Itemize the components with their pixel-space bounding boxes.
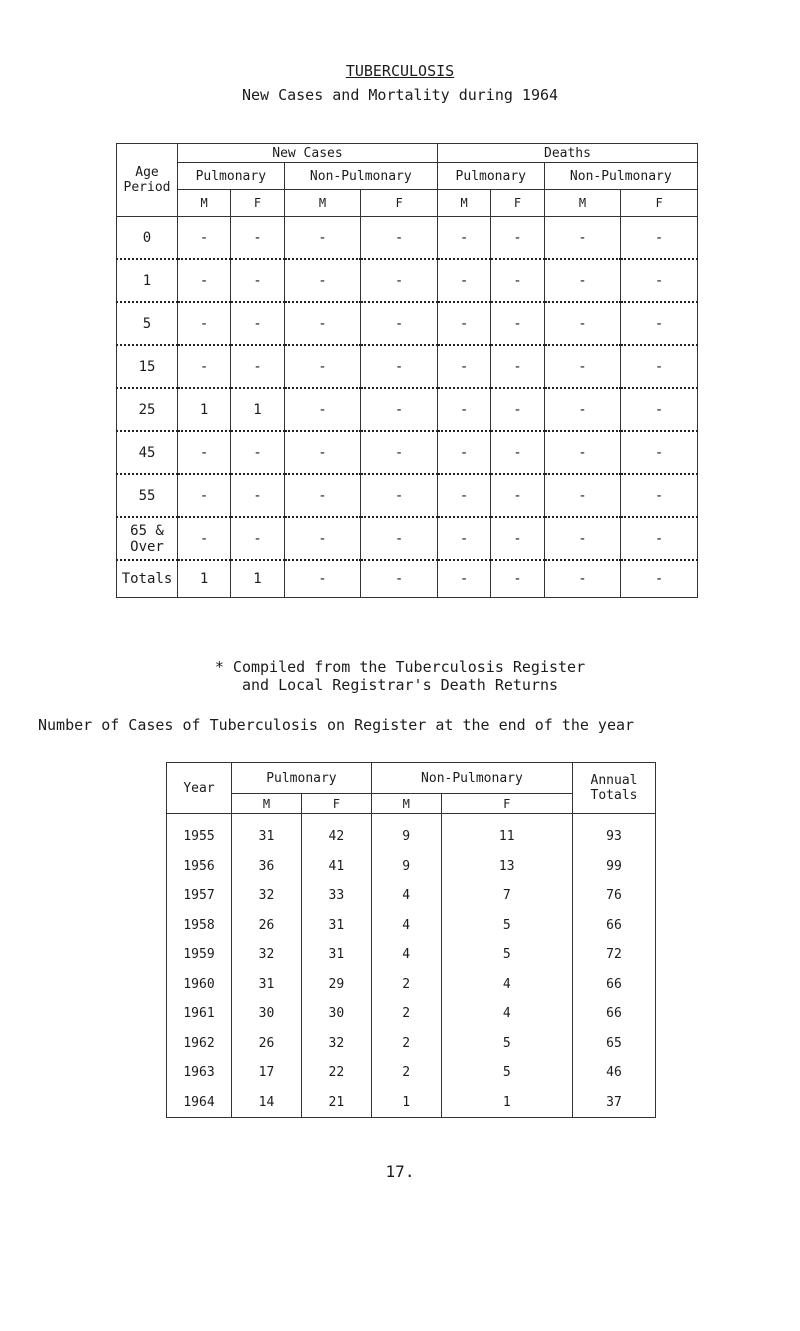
value-cell: - <box>544 302 621 345</box>
value-cell: - <box>491 388 544 431</box>
value-cell: 5 <box>441 911 572 941</box>
value-cell: - <box>178 259 231 302</box>
value-cell: 99 <box>573 852 656 882</box>
value-cell: - <box>437 345 490 388</box>
value-cell: 26 <box>232 1029 302 1059</box>
value-cell: - <box>178 345 231 388</box>
value-cell: - <box>621 474 698 517</box>
table-row <box>167 1029 656 1059</box>
value-cell: - <box>621 517 698 560</box>
value-cell: - <box>437 388 490 431</box>
value-cell: 32 <box>232 940 302 970</box>
value-cell: 1 <box>178 388 231 431</box>
value-cell: - <box>491 431 544 474</box>
value-cell: - <box>284 474 361 517</box>
value-cell: 9 <box>371 852 441 882</box>
table-row <box>167 999 656 1029</box>
value-cell: 36 <box>232 852 302 882</box>
register-non-pulmonary-header: Non-Pulmonary <box>371 763 572 794</box>
value-cell: - <box>284 388 361 431</box>
year-cell: 1959 <box>167 940 232 970</box>
value-cell: 5 <box>441 1029 572 1059</box>
value-cell: - <box>231 517 284 560</box>
value-cell: 14 <box>232 1088 302 1118</box>
total-cell: 1 <box>231 560 284 598</box>
value-cell: 9 <box>371 814 441 852</box>
value-cell: - <box>231 431 284 474</box>
value-cell: - <box>284 431 361 474</box>
value-cell: 4 <box>371 940 441 970</box>
value-cell: - <box>178 474 231 517</box>
total-cell: - <box>284 560 361 598</box>
total-cell: - <box>437 560 490 598</box>
value-cell: - <box>544 345 621 388</box>
age-period-cell: 1 <box>117 259 178 302</box>
value-cell: - <box>437 431 490 474</box>
value-cell: 7 <box>441 881 572 911</box>
footnote-line-1: * Compiled from the Tuberculosis Register <box>214 658 586 676</box>
value-cell: - <box>361 259 438 302</box>
value-cell: - <box>544 388 621 431</box>
value-cell: 31 <box>301 940 371 970</box>
sex-m-header: M <box>232 794 302 814</box>
value-cell: - <box>621 302 698 345</box>
value-cell: 2 <box>371 1058 441 1088</box>
year-cell: 1958 <box>167 911 232 941</box>
total-cell: 1 <box>178 560 231 598</box>
new-cases-mortality-table <box>116 143 698 598</box>
register-section-heading: Number of Cases of Tuberculosis on Register at the end of the year <box>38 716 635 734</box>
table-row <box>167 1088 656 1118</box>
value-cell: - <box>621 388 698 431</box>
value-cell: 1 <box>371 1088 441 1118</box>
value-cell: 4 <box>371 881 441 911</box>
page-title: TUBERCULOSIS <box>345 62 455 80</box>
value-cell: 2 <box>371 1029 441 1059</box>
total-cell: - <box>544 560 621 598</box>
value-cell: 65 <box>573 1029 656 1059</box>
age-period-cell: 55 <box>117 474 178 517</box>
age-period-cell: 25 <box>117 388 178 431</box>
value-cell: - <box>491 345 544 388</box>
value-cell: - <box>544 517 621 560</box>
table-row <box>117 259 698 302</box>
value-cell: 1 <box>231 388 284 431</box>
value-cell: - <box>361 217 438 260</box>
age-period-cell: 65 & Over <box>117 517 178 560</box>
year-cell: 1964 <box>167 1088 232 1118</box>
value-cell: - <box>361 474 438 517</box>
age-period-cell: 45 <box>117 431 178 474</box>
year-cell: 1955 <box>167 814 232 852</box>
value-cell: - <box>544 431 621 474</box>
value-cell: - <box>231 217 284 260</box>
value-cell: 66 <box>573 999 656 1029</box>
table-row <box>117 474 698 517</box>
value-cell: 22 <box>301 1058 371 1088</box>
value-cell: 42 <box>301 814 371 852</box>
register-pulmonary-header: Pulmonary <box>232 763 372 794</box>
value-cell: 26 <box>232 911 302 941</box>
age-period-header: Age Period <box>117 144 178 217</box>
age-period-cell: 0 <box>117 217 178 260</box>
sex-m-header: M <box>178 190 231 217</box>
value-cell: - <box>284 217 361 260</box>
year-cell: 1956 <box>167 852 232 882</box>
new-cases-header: New Cases <box>178 144 438 163</box>
value-cell: - <box>437 217 490 260</box>
value-cell: - <box>231 302 284 345</box>
value-cell: - <box>361 302 438 345</box>
table-row <box>117 302 698 345</box>
value-cell: 2 <box>371 970 441 1000</box>
value-cell: - <box>178 302 231 345</box>
new-pulmonary-header: Pulmonary <box>178 163 285 190</box>
value-cell: - <box>621 217 698 260</box>
sex-m-header: M <box>437 190 490 217</box>
value-cell: 4 <box>441 999 572 1029</box>
year-header: Year <box>167 763 232 814</box>
totals-label: Totals <box>117 560 178 598</box>
value-cell: - <box>284 259 361 302</box>
year-cell: 1961 <box>167 999 232 1029</box>
value-cell: 17 <box>232 1058 302 1088</box>
sex-f-header: F <box>441 794 572 814</box>
table-row <box>167 970 656 1000</box>
deaths-non-pulmonary-header: Non-Pulmonary <box>544 163 697 190</box>
value-cell: - <box>284 517 361 560</box>
new-non-pulmonary-header: Non-Pulmonary <box>284 163 437 190</box>
page-number: 17. <box>385 1162 415 1181</box>
value-cell: - <box>361 388 438 431</box>
age-period-cell: 5 <box>117 302 178 345</box>
value-cell: - <box>284 345 361 388</box>
table-row <box>117 431 698 474</box>
value-cell: 5 <box>441 940 572 970</box>
value-cell: - <box>491 474 544 517</box>
footnote-line-2: and Local Registrar's Death Returns <box>241 676 559 694</box>
table-row <box>167 911 656 941</box>
value-cell: - <box>621 259 698 302</box>
value-cell: 29 <box>301 970 371 1000</box>
table-row <box>167 940 656 970</box>
value-cell: 11 <box>441 814 572 852</box>
total-cell: - <box>621 560 698 598</box>
value-cell: 37 <box>573 1088 656 1118</box>
value-cell: 33 <box>301 881 371 911</box>
table-row <box>167 814 656 852</box>
value-cell: 21 <box>301 1088 371 1118</box>
value-cell: 4 <box>371 911 441 941</box>
value-cell: 4 <box>441 970 572 1000</box>
value-cell: 66 <box>573 911 656 941</box>
value-cell: 46 <box>573 1058 656 1088</box>
value-cell: 31 <box>301 911 371 941</box>
value-cell: 41 <box>301 852 371 882</box>
value-cell: 66 <box>573 970 656 1000</box>
value-cell: 30 <box>301 999 371 1029</box>
value-cell: 30 <box>232 999 302 1029</box>
value-cell: - <box>361 345 438 388</box>
value-cell: - <box>491 217 544 260</box>
value-cell: - <box>491 302 544 345</box>
sex-f-header: F <box>301 794 371 814</box>
age-period-cell: 15 <box>117 345 178 388</box>
sex-m-header: M <box>284 190 361 217</box>
value-cell: - <box>231 259 284 302</box>
table-row <box>167 881 656 911</box>
value-cell: - <box>178 517 231 560</box>
value-cell: - <box>178 431 231 474</box>
sex-m-header: M <box>371 794 441 814</box>
value-cell: 32 <box>232 881 302 911</box>
value-cell: - <box>231 474 284 517</box>
value-cell: - <box>361 517 438 560</box>
year-cell: 1962 <box>167 1029 232 1059</box>
value-cell: - <box>178 217 231 260</box>
table-row <box>117 388 698 431</box>
value-cell: 1 <box>441 1088 572 1118</box>
sex-f-header: F <box>621 190 698 217</box>
value-cell: - <box>621 345 698 388</box>
footnote <box>0 658 800 694</box>
value-cell: 31 <box>232 814 302 852</box>
total-cell: - <box>491 560 544 598</box>
value-cell: - <box>437 474 490 517</box>
sex-f-header: F <box>491 190 544 217</box>
value-cell: - <box>284 302 361 345</box>
sex-f-header: F <box>231 190 284 217</box>
value-cell: 72 <box>573 940 656 970</box>
value-cell: - <box>491 517 544 560</box>
value-cell: 93 <box>573 814 656 852</box>
deaths-header: Deaths <box>437 144 697 163</box>
value-cell: - <box>621 431 698 474</box>
value-cell: - <box>437 302 490 345</box>
table-row <box>167 852 656 882</box>
value-cell: 32 <box>301 1029 371 1059</box>
table-row <box>167 1058 656 1088</box>
totals-row <box>117 560 698 598</box>
year-cell: 1960 <box>167 970 232 1000</box>
value-cell: - <box>544 474 621 517</box>
value-cell: 76 <box>573 881 656 911</box>
value-cell: 13 <box>441 852 572 882</box>
value-cell: 5 <box>441 1058 572 1088</box>
value-cell: 2 <box>371 999 441 1029</box>
value-cell: - <box>491 259 544 302</box>
table-row <box>117 217 698 260</box>
sex-m-header: M <box>544 190 621 217</box>
sex-f-header: F <box>361 190 438 217</box>
value-cell: - <box>361 431 438 474</box>
value-cell: - <box>544 259 621 302</box>
total-cell: - <box>361 560 438 598</box>
table-row <box>117 517 698 560</box>
value-cell: 31 <box>232 970 302 1000</box>
value-cell: - <box>437 517 490 560</box>
value-cell: - <box>544 217 621 260</box>
page-subtitle: New Cases and Mortality during 1964 <box>241 86 559 104</box>
value-cell: - <box>437 259 490 302</box>
year-cell: 1963 <box>167 1058 232 1088</box>
year-cell: 1957 <box>167 881 232 911</box>
register-table <box>166 762 656 1118</box>
annual-totals-header: Annual Totals <box>573 763 656 814</box>
value-cell: - <box>231 345 284 388</box>
table-row <box>117 345 698 388</box>
deaths-pulmonary-header: Pulmonary <box>437 163 544 190</box>
